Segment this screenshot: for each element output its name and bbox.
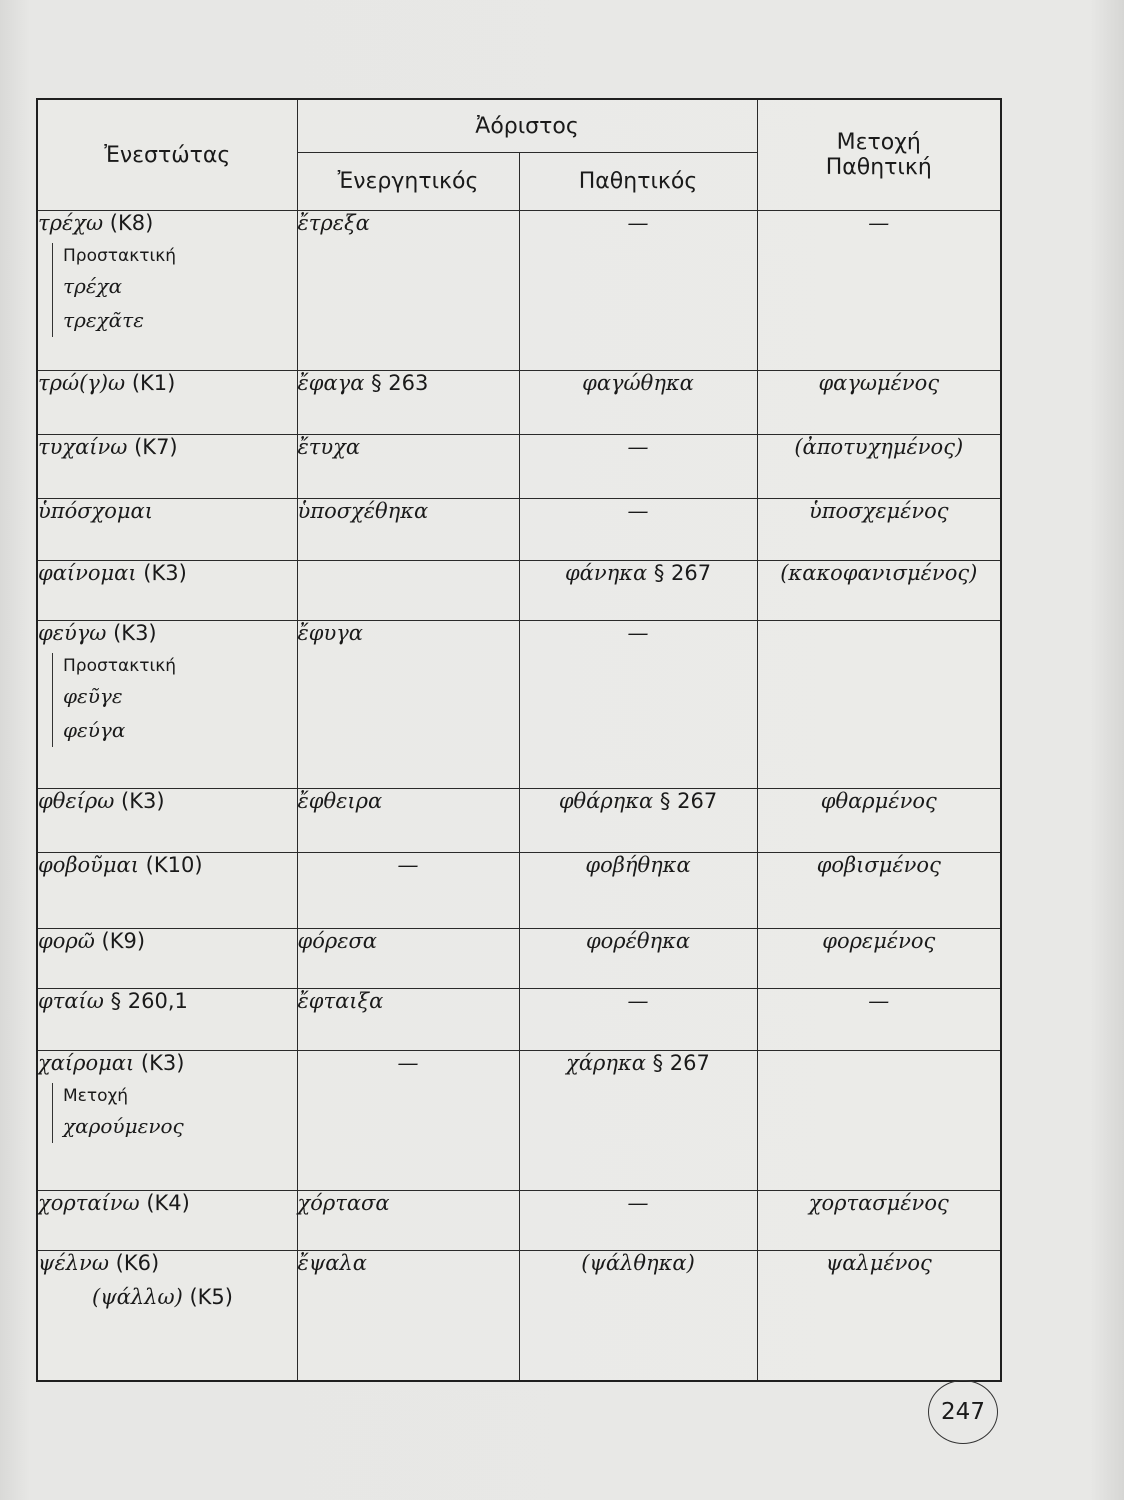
participle-cell: φοβισμένος xyxy=(757,853,1001,929)
active-cell xyxy=(297,371,519,435)
sub-form: τρεχᾶτε xyxy=(63,308,144,332)
table-row xyxy=(37,1191,1001,1251)
table-row xyxy=(37,371,1001,435)
present-form: χορταίνω xyxy=(38,1191,140,1215)
active-cell: — xyxy=(297,853,519,929)
present-cell xyxy=(37,1051,297,1191)
participle-cell: (ἀποτυχημένος) xyxy=(757,435,1001,499)
section-ref: § 263 xyxy=(371,371,429,395)
passive-cell: (ψάλθηκα) xyxy=(519,1251,757,1381)
present-cell xyxy=(37,989,297,1051)
header-participle-line2: Παθητική xyxy=(825,155,932,180)
class-code: (Κ6) xyxy=(115,1251,160,1275)
class-code: (Κ7) xyxy=(134,435,178,459)
participle-cell: φορεμένος xyxy=(757,929,1001,989)
present-cell xyxy=(37,853,297,929)
header-passive: Παθητικός xyxy=(519,153,757,211)
table-row xyxy=(37,1051,1001,1191)
header-passive-participle xyxy=(757,99,1001,211)
header-present: Ἐνεστώτας xyxy=(37,99,297,211)
present-form: τρέχω xyxy=(38,211,104,235)
participle-cell: φθαρμένος xyxy=(757,789,1001,853)
present-form: τρώ(γ)ω xyxy=(38,371,126,395)
present-cell xyxy=(37,561,297,621)
present-form: φορῶ xyxy=(38,929,95,953)
passive-cell: — xyxy=(519,1191,757,1251)
present-cell xyxy=(37,929,297,989)
participle-cell xyxy=(757,1051,1001,1191)
present-form: ψέλνω xyxy=(38,1251,109,1275)
class-code: (Κ9) xyxy=(101,929,146,953)
table-row xyxy=(37,621,1001,789)
present-form: φοβοῦμαι xyxy=(38,853,139,877)
passive-cell: — xyxy=(519,499,757,561)
sub-form: φεῦγε xyxy=(63,684,123,708)
active-cell: ἔτυχα xyxy=(297,435,519,499)
sub-form: χαρούμενος xyxy=(63,1114,184,1138)
passive-cell: — xyxy=(519,621,757,789)
present-cell xyxy=(37,1251,297,1381)
class-code: (Κ4) xyxy=(146,1191,190,1215)
participle-cell: χορτασμένος xyxy=(757,1191,1001,1251)
present-form: φταίω xyxy=(38,989,104,1013)
sub-label: Μετοχή xyxy=(63,1086,129,1106)
active-cell: ὑποσχέθηκα xyxy=(297,499,519,561)
passive-cell xyxy=(519,789,757,853)
present-form: φαίνομαι xyxy=(38,561,137,585)
imperative-block xyxy=(52,243,297,337)
table-row xyxy=(37,989,1001,1051)
header-participle-line1: Μετοχή xyxy=(836,130,921,155)
present-cell xyxy=(37,621,297,789)
participle-cell: ὑποσχεμένος xyxy=(757,499,1001,561)
active-cell: — xyxy=(297,1051,519,1191)
table-row xyxy=(37,561,1001,621)
sub-label: Προστακτική xyxy=(63,656,176,676)
section-ref: § 267 xyxy=(659,789,718,813)
table-row xyxy=(37,929,1001,989)
passive-cell: φορέθηκα xyxy=(519,929,757,989)
active-cell xyxy=(297,561,519,621)
present-cell xyxy=(37,499,297,561)
present-form: φεύγω xyxy=(38,621,107,645)
present-cell xyxy=(37,371,297,435)
sub-form: φεύγα xyxy=(63,718,126,742)
passive-cell: — xyxy=(519,211,757,371)
passive-form: φθάρηκα xyxy=(558,789,654,813)
passive-cell xyxy=(519,1051,757,1191)
class-code: (Κ8) xyxy=(109,211,154,235)
alt-class-code: (Κ5) xyxy=(189,1285,233,1309)
participle-cell: — xyxy=(757,211,1001,371)
verb-conjugation-table xyxy=(36,98,1002,1382)
class-code: (Κ3) xyxy=(140,1051,185,1075)
participle-cell xyxy=(757,621,1001,789)
alt-present xyxy=(38,1285,297,1309)
present-cell xyxy=(37,789,297,853)
active-cell: χόρτασα xyxy=(297,1191,519,1251)
present-form: τυχαίνω xyxy=(38,435,128,459)
participle-cell: φαγωμένος xyxy=(757,371,1001,435)
table-row xyxy=(37,211,1001,371)
sub-form: τρέχα xyxy=(63,274,123,298)
class-code: (Κ3) xyxy=(113,621,157,645)
table-row xyxy=(37,1251,1001,1381)
passive-cell xyxy=(519,561,757,621)
active-form: ἔφαγα xyxy=(297,371,365,395)
active-cell: ἔφταιξα xyxy=(297,989,519,1051)
present-form: ὑπόσχομαι xyxy=(38,499,153,523)
page-number: 247 xyxy=(928,1380,998,1444)
table-row xyxy=(37,789,1001,853)
imperative-block xyxy=(52,653,297,747)
present-form: φθείρω xyxy=(38,789,115,813)
active-cell: ἔψαλα xyxy=(297,1251,519,1381)
active-cell: ἔφθειρα xyxy=(297,789,519,853)
passive-cell: φοβήθηκα xyxy=(519,853,757,929)
header-active: Ἐνεργητικός xyxy=(297,153,519,211)
participle-cell: (κακοφανισμένος) xyxy=(757,561,1001,621)
present-cell xyxy=(37,435,297,499)
header-aorist: Ἀόριστος xyxy=(297,99,757,153)
class-code: (Κ3) xyxy=(143,561,187,585)
passive-cell: φαγώθηκα xyxy=(519,371,757,435)
passive-form: χάρηκα xyxy=(566,1051,646,1075)
active-cell: ἔφυγα xyxy=(297,621,519,789)
participle-cell: — xyxy=(757,989,1001,1051)
class-code: (Κ3) xyxy=(121,789,165,813)
alt-present-form: (ψάλλω) xyxy=(92,1285,183,1309)
table-row xyxy=(37,435,1001,499)
active-cell: ἔτρεξα xyxy=(297,211,519,371)
participle-block xyxy=(52,1083,297,1143)
present-form: χαίρομαι xyxy=(38,1051,135,1075)
class-code: (Κ1) xyxy=(131,371,176,395)
section-ref: § 267 xyxy=(652,1051,710,1075)
passive-cell: — xyxy=(519,989,757,1051)
present-cell xyxy=(37,211,297,371)
participle-cell: ψαλμένος xyxy=(757,1251,1001,1381)
table-row xyxy=(37,499,1001,561)
section-ref: § 267 xyxy=(653,561,712,585)
present-cell xyxy=(37,1191,297,1251)
section-ref: § 260,1 xyxy=(110,989,188,1013)
table-row xyxy=(37,853,1001,929)
sub-label: Προστακτική xyxy=(63,246,176,266)
passive-form: φάνηκα xyxy=(564,561,648,585)
passive-cell: — xyxy=(519,435,757,499)
active-cell: φόρεσα xyxy=(297,929,519,989)
class-code: (Κ10) xyxy=(145,853,203,877)
